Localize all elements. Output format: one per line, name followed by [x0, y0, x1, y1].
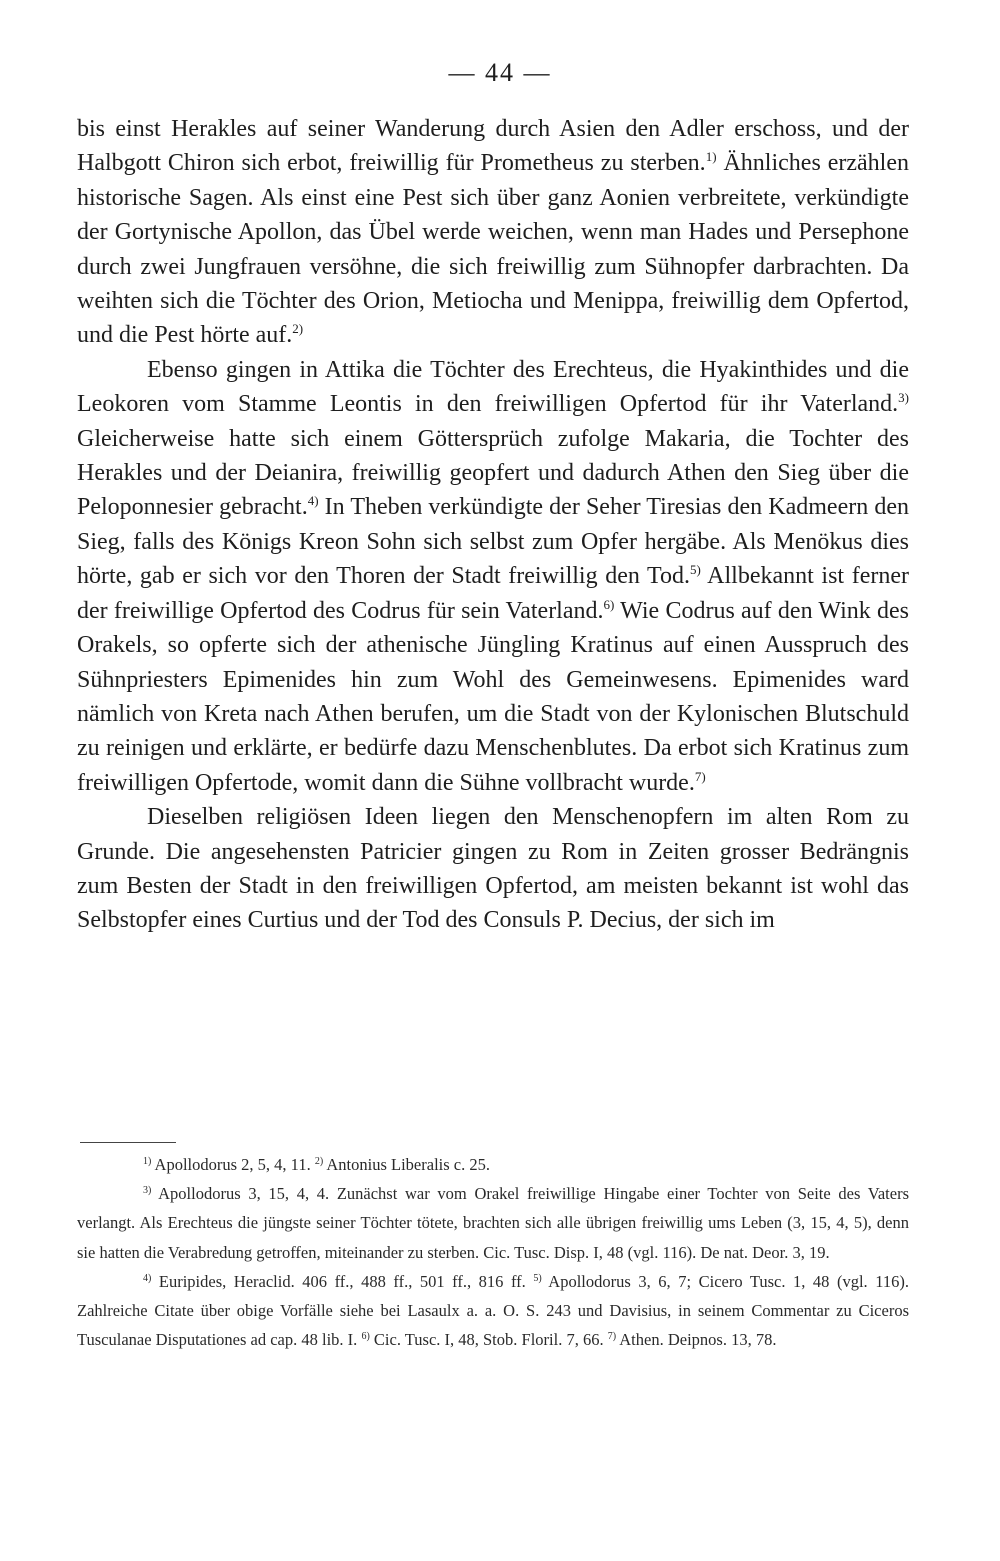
- text-run: Ähnliches erzählen historische Sagen. Als einst eine Pest sich über ganz Aonien verbreitete, verkündigte der Gortynische Apollon, das Übel werde weichen, wenn man Hades und Persephone durch zwei Jungfrauen versöhne, die sich freiwillig zum Sühnopfer darbrachten. Da weihten sich die Töchter des Orion, Metiocha und Menippa, freiwillig dem Opfertod, und die Pest hörte auf.: [77, 150, 909, 349]
- footnotes: [77, 1150, 909, 1354]
- footnote-marker: 4): [143, 1272, 152, 1284]
- text-run: bis einst Herakles auf seiner Wanderung durch Asien den Adler erschoss, und der Halbgott Chiron sich erbot, freiwillig für Prometheus zu sterben.: [77, 116, 909, 177]
- text-run: Athen. Deipnos. 13, 78.: [616, 1330, 777, 1350]
- footnote-marker: 5): [690, 562, 701, 578]
- text-run: Antonius Liberalis c. 25.: [323, 1155, 490, 1174]
- page-number: — 44 —: [448, 58, 552, 87]
- paragraph: [77, 353, 909, 800]
- footnote-marker: 1): [705, 149, 717, 165]
- footnote: [77, 1150, 909, 1179]
- text-run: Apollodorus 2, 5, 4, 11.: [151, 1155, 315, 1174]
- footnote-marker: 7): [607, 1331, 617, 1343]
- footnote-rule: [80, 1142, 176, 1143]
- paragraph: [77, 800, 909, 938]
- text-run: Wie Codrus auf den Wink des Orakels, so opferte sich der athenische Jüngling Kratinus auf einen Ausspruch des Sühnpriesters Epimenides hin zum Wohl des Gemeinwesens. Epimenides ward nämlich von Kreta nach Athen berufen, um die Stadt von der Kylonischen Blutschuld zu reinigen und erklärte, er bedürfe dazu Menschenblutes. Da erbot sich Kratinus zum freiwilligen Opfertode, womit dann die Sühne vollbracht wurde.: [77, 597, 909, 796]
- footnote-marker: 7): [694, 768, 706, 784]
- paragraph: [77, 112, 909, 353]
- footnote-marker: 2): [314, 1156, 324, 1167]
- footnote-marker: 3): [898, 390, 909, 406]
- footnote: [77, 1267, 909, 1355]
- text-run: Apollodorus 3, 15, 4, 4. Zunächst war vom Orakel freiwillige Hingabe einer Tochter von Seite des Vaters verlangt. Als Erechteus die jüngste seiner Töchter tötete, brachten sich alle übrigen freiwillig ums Leben (3, 15, 4, 5), denn sie hatten die Verabredung getroffen, miteinander zu sterben. Cic. Tusc. Disp. I, 48 (vgl. 116). De nat. Deor. 3, 19.: [77, 1184, 909, 1262]
- footnote-marker: 3): [143, 1185, 152, 1197]
- text-run: Euripides, Heraclid. 406 ff., 488 ff., 501 ff., 816 ff.: [151, 1271, 534, 1291]
- footnote-marker: 2): [292, 321, 304, 337]
- text-run: Apollodorus 3, 6, 7; Cicero Tusc. 1, 48 (vgl. 116). Zahlreiche Citate über obige Vorfälle siehe bei Lasaulx a. a. O. S. 243 und Davisius, in seinem Commentar zu Ciceros Tusculanae Disputationes ad cap. 48 lib. I.: [77, 1271, 909, 1350]
- footnote-marker: 6): [603, 596, 615, 612]
- text-run: Cic. Tusc. I, 48, Stob. Floril. 7, 66.: [369, 1330, 608, 1350]
- text-run: In Theben verkündigte der Seher Tiresias den Kadmeern den Sieg, falls des Königs Kreon Sohn sich selbst zum Opfer hergäbe. Als Menökus dies hörte, gab er sich vor den Thoren der Stadt freiwillig den Tod.: [77, 494, 909, 590]
- text-run: Ebenso gingen in Attika die Töchter des Erechteus, die Hyakinthides und die Leokoren vom Stamme Leontis in den freiwilligen Opfertod für ihr Vaterland.: [77, 356, 909, 418]
- footnote-marker: 6): [361, 1331, 370, 1343]
- footnote-marker: 4): [307, 493, 319, 509]
- body-text: [77, 112, 909, 938]
- footnote-marker: 5): [533, 1272, 542, 1284]
- text-run: Allbekannt ist ferner der freiwillige Opfertod des Codrus für sein Vaterland.: [77, 563, 909, 624]
- footnote-marker: 1): [143, 1156, 152, 1167]
- footnote: [77, 1179, 909, 1267]
- text-run: Dieselben religiösen Ideen liegen den Menschenopfern im alten Rom zu Grunde. Die angesehensten Patricier gingen zu Rom in Zeiten grosser Bedrängnis zum Besten der Stadt in den freiwilligen Opfertod, am meisten bekannt ist wohl das Selbstopfer eines Curtius und der Tod des Consuls P. Decius, der sich im: [77, 804, 909, 934]
- text-run: Gleicherweise hatte sich einem Göttersprüch zufolge Makaria, die Tochter des Herakles und der Deianira, freiwillig geopfert und dadurch Athen den Sieg über die Peloponnesier gebracht.: [77, 425, 909, 521]
